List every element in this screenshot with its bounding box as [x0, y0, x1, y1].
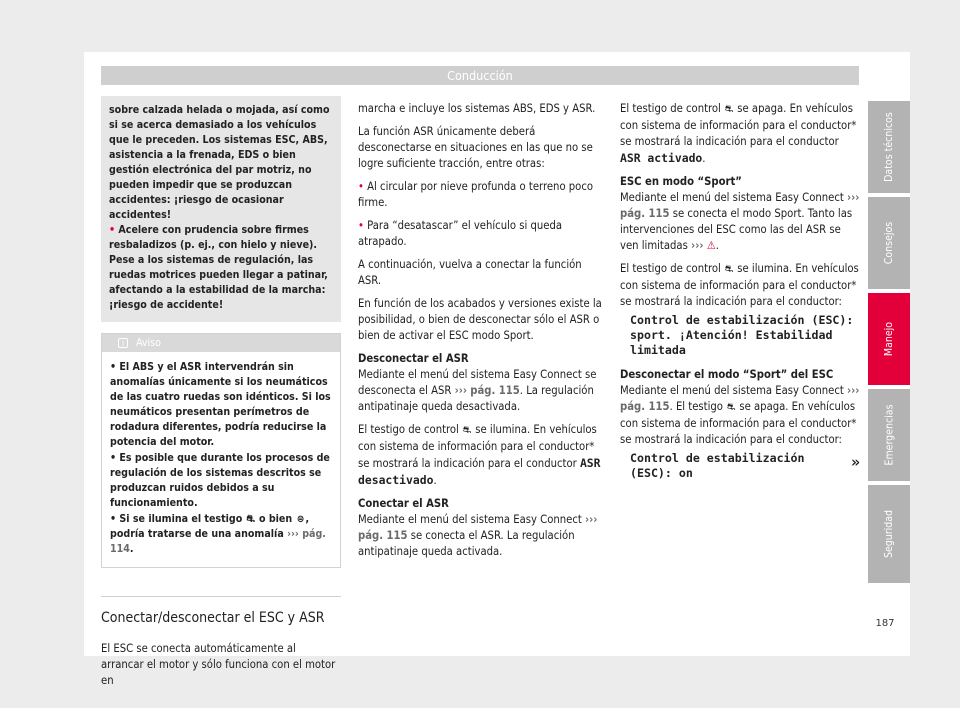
- warning-text-2: Acelere con prudencia sobre firmes resbaladizos (p. ej., con hielo y nieve). Pese a los sistemas de regulación, las ruedas motrices pueden llegar a patinar, afectando a la estabilidad de la marcha: ¡riesgo de accidente!: [109, 224, 328, 311]
- display-message: ASR activado: [620, 151, 703, 165]
- period: .: [433, 474, 437, 487]
- list-item-text: Al circular por nieve profunda o terreno poco firme.: [358, 180, 594, 209]
- warning-ref-arrows[interactable]: ›››: [691, 239, 704, 252]
- continue-icon: »: [850, 453, 860, 471]
- section-intro: El ESC se conecta automáticamente al arrancar el motor y sólo funciona con el motor en: [101, 642, 336, 687]
- warning-text-1: sobre calzada helada o mojada, así como si se acerca demasiado a los vehículos que le preceden. Los sistemas ESC, ABS, asistencia a la frenada, EDS o bien gestión electrónica del par motriz, no pueden impedir que se produzcan accidentes: ¡riesgo de ocasionar accidentes!: [109, 104, 330, 221]
- display-message-block: Control de estabilización (ESC): sport. ¡Atención! Estabilidad limitada: [630, 313, 854, 357]
- list-item-text: Para “desatascar” el vehículo si queda atrapado.: [358, 219, 563, 248]
- aviso-item-2: [110, 451, 332, 511]
- page-ref-arrows[interactable]: ›››: [287, 528, 299, 540]
- period: .: [715, 239, 719, 252]
- text: se ilumina. En vehículos con sistema de información para el conductor* se mostrará la indicación para el conductor:: [620, 262, 859, 308]
- tab-datos-tecnicos[interactable]: [868, 101, 910, 193]
- display-message-block: [630, 451, 860, 481]
- page-ref-arrows[interactable]: ›››: [847, 191, 860, 204]
- tab-label: Manejo: [883, 321, 895, 357]
- aviso-text-2: Es posible que durante los procesos de regulación de los sistemas descritos se produzcan ruidos debidos a su funcionamiento.: [110, 452, 330, 509]
- subheading: ESC en modo “Sport”: [620, 175, 742, 188]
- text: se conecta el modo Sport. Tanto las intervenciones del ESC como las del ASR se ven limitadas: [620, 207, 853, 252]
- aviso-box: [101, 333, 341, 568]
- period: .: [702, 152, 706, 165]
- aviso-text-3c: , podría tratarse de una anomalía: [110, 513, 310, 540]
- text: Mediante el menú del sistema Easy Connect: [358, 513, 582, 526]
- subheading: Desconectar el modo “Sport” del ESC: [620, 368, 834, 381]
- aviso-header: [102, 334, 340, 352]
- list-item: [358, 218, 603, 250]
- page-ref-link[interactable]: pág. 115: [620, 400, 670, 413]
- chapter-header: [101, 66, 859, 85]
- esc-lamp-icon: ⛐: [724, 104, 734, 115]
- info-icon: i: [118, 338, 128, 348]
- tab-manejo[interactable]: [868, 293, 910, 385]
- text: El testigo de control: [620, 262, 721, 275]
- tab-label: Emergencias: [883, 404, 896, 466]
- aviso-body: [102, 352, 340, 567]
- bullet-icon: •: [110, 452, 117, 464]
- page-ref-link[interactable]: pág. 115: [470, 384, 520, 397]
- esc-lamp-icon: ⛐: [246, 514, 255, 525]
- chapter-title: Conducción: [447, 68, 513, 83]
- paragraph: [620, 190, 860, 254]
- column-left: [101, 96, 341, 696]
- esc-lamp-icon: ⛐: [724, 264, 734, 275]
- aviso-text-3a: Si se ilumina el testigo: [119, 513, 243, 525]
- page-ref-arrows[interactable]: ›››: [454, 384, 468, 397]
- text: . El testigo: [669, 400, 723, 413]
- text: . La regulación antipatinaje queda desactivada.: [358, 384, 594, 413]
- aviso-text-3b: o bien: [258, 513, 293, 525]
- bullet-icon: •: [109, 224, 116, 236]
- period: .: [129, 543, 134, 555]
- paragraph: [620, 261, 860, 310]
- paragraph: La función ASR únicamente deberá desconectarse en situaciones en las que no se logre suficiente tracción, entre otras:: [358, 125, 593, 170]
- paragraph: [620, 101, 860, 167]
- text: se apaga. En vehículos con sistema de información para el conductor* se mostrará la indicación para el conductor: [620, 102, 857, 148]
- paragraph: [358, 422, 603, 489]
- column-middle: [358, 101, 603, 567]
- display-message: ASR desactivado: [358, 456, 601, 487]
- tab-emergencias[interactable]: [868, 389, 910, 481]
- page-ref-arrows[interactable]: ›››: [847, 384, 860, 397]
- list-item: [358, 179, 603, 211]
- paragraph: [620, 383, 860, 448]
- text: se apaga. En vehículos con sistema de información para el conductor* se mostrará la indicación para el conductor:: [620, 400, 857, 446]
- esc-lamp-icon: ⛐: [462, 425, 472, 436]
- aviso-item-3: [110, 512, 332, 557]
- warning-triangle-icon[interactable]: ⚠: [706, 239, 716, 252]
- text: Mediante el menú del sistema Easy Connect se desconecta el ASR: [358, 368, 597, 397]
- page-ref-link[interactable]: pág. 115: [620, 207, 670, 220]
- page-ref-arrows[interactable]: ›››: [585, 513, 598, 526]
- page-number: 187: [875, 618, 895, 629]
- tab-label: Seguridad: [883, 509, 895, 559]
- column-right: [620, 101, 860, 490]
- section-title: Conectar/desconectar el ESC y ASR: [101, 596, 341, 627]
- aviso-item-1: [110, 360, 332, 450]
- tab-label: Datos técnicos: [883, 112, 895, 182]
- text: se ilumina. En vehículos con sistema de información para el conductor* se mostrará la indicación para el conductor: [358, 423, 597, 470]
- warning-box: [101, 96, 341, 322]
- bullet-icon: •: [358, 219, 364, 232]
- tab-seguridad[interactable]: [868, 485, 910, 583]
- abs-lamp-icon: ⊜: [296, 514, 305, 525]
- page-ref-link[interactable]: pág. 114: [110, 528, 326, 555]
- warning-item: [109, 223, 333, 313]
- aviso-label: Aviso: [136, 337, 161, 349]
- tab-label: Consejos: [883, 221, 895, 265]
- text: se conecta el ASR. La regulación antipatinaje queda activada.: [358, 529, 575, 558]
- text: El testigo de control: [620, 102, 721, 115]
- subheading: Desconectar el ASR: [358, 352, 469, 365]
- subheading: Conectar el ASR: [358, 497, 449, 510]
- tab-consejos[interactable]: [868, 197, 910, 289]
- page-ref-link[interactable]: pág. 115: [358, 529, 408, 542]
- paragraph: A continuación, vuelva a conectar la función ASR.: [358, 258, 582, 287]
- bullet-icon: •: [110, 361, 117, 373]
- bullet-icon: •: [358, 180, 364, 193]
- aviso-text-1: El ABS y el ASR intervendrán sin anomalías únicamente si los neumáticos de las cuatro ruedas son idénticos. Si los neumáticos presentan perímetros de rodadura diferentes, podría reducirse la potencia del motor.: [110, 361, 331, 448]
- display-message-text: Control de estabilización (ESC): on: [630, 451, 805, 480]
- esc-lamp-icon: ⛐: [726, 402, 736, 413]
- paragraph: [358, 367, 603, 415]
- paragraph: [358, 512, 603, 560]
- paragraph: marcha e incluye los sistemas ABS, EDS y ASR.: [358, 102, 596, 115]
- text: El testigo de control: [358, 423, 459, 436]
- text: Mediante el menú del sistema Easy Connect: [620, 191, 844, 204]
- paragraph: En función de los acabados y versiones existe la posibilidad, o bien de desconectar sólo el ASR o bien de activar el ESC modo Sport.: [358, 297, 602, 342]
- text: Mediante el menú del sistema Easy Connect: [620, 384, 844, 397]
- bullet-icon: •: [110, 513, 117, 525]
